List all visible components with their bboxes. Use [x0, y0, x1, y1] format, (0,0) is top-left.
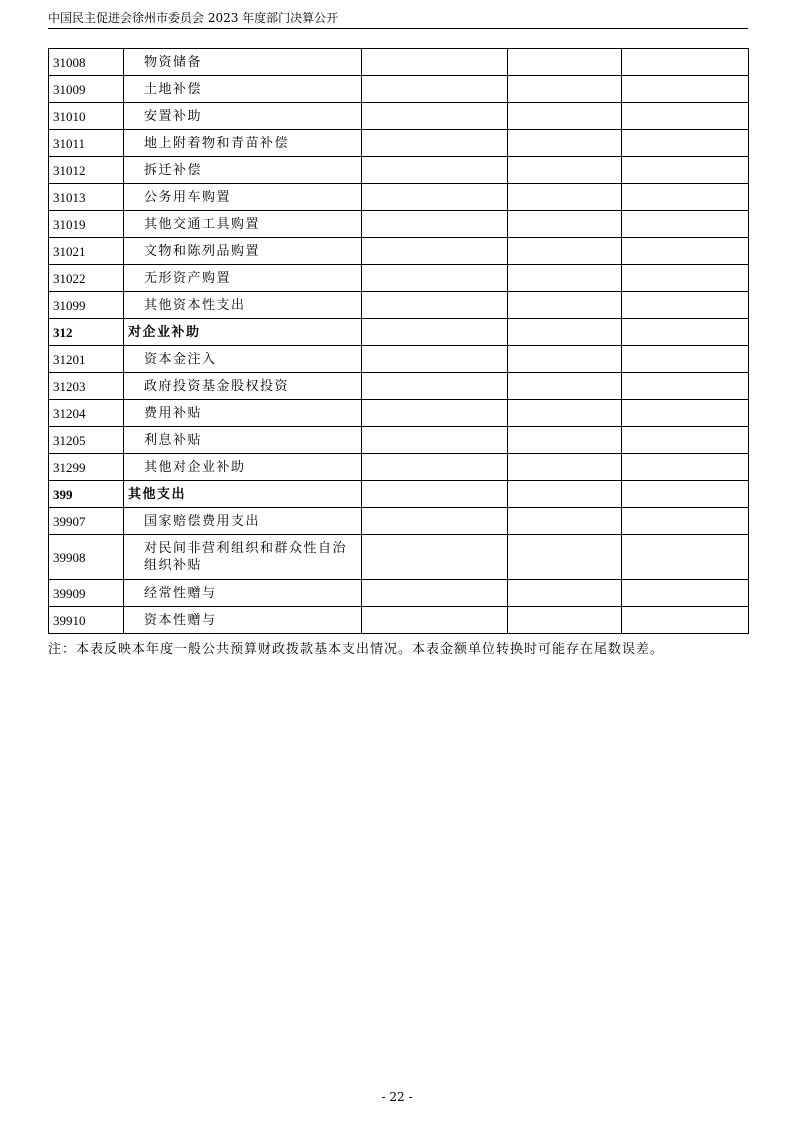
table-row [49, 157, 749, 184]
account-name-cell: 政府投资基金股权投资 [124, 373, 362, 400]
amount-cell [362, 427, 508, 454]
amount-cell [622, 238, 749, 265]
amount-cell [362, 184, 508, 211]
account-name-cell: 土地补偿 [124, 76, 362, 103]
account-code-cell: 31299 [49, 454, 124, 481]
amount-cell [622, 346, 749, 373]
table-row [49, 292, 749, 319]
amount-cell [622, 184, 749, 211]
amount-cell [362, 49, 508, 76]
amount-cell [622, 400, 749, 427]
amount-cell [508, 103, 622, 130]
amount-cell [508, 346, 622, 373]
account-code-cell: 31022 [49, 265, 124, 292]
table-row [49, 103, 749, 130]
account-code-cell: 39908 [49, 535, 124, 580]
table-row [49, 373, 749, 400]
table-note: 注：本表反映本年度一般公共预算财政拨款基本支出情况。本表金额单位转换时可能存在尾数误差。 [48, 642, 665, 657]
table-row [49, 211, 749, 238]
account-code-cell: 31010 [49, 103, 124, 130]
page-header: 中国民主促进会徐州市委员会 2023 年度部门决算公开 [48, 10, 748, 29]
account-code-cell: 312 [49, 319, 124, 346]
account-code-cell: 31011 [49, 130, 124, 157]
account-code-cell: 31205 [49, 427, 124, 454]
table-row [49, 535, 749, 580]
amount-cell [508, 400, 622, 427]
amount-cell [508, 157, 622, 184]
amount-cell [508, 607, 622, 634]
amount-cell [362, 346, 508, 373]
amount-cell [622, 49, 749, 76]
account-code-cell: 31204 [49, 400, 124, 427]
amount-cell [362, 454, 508, 481]
account-code-cell: 31019 [49, 211, 124, 238]
table-row [49, 427, 749, 454]
amount-cell [362, 211, 508, 238]
amount-cell [622, 427, 749, 454]
account-name-cell: 其他对企业补助 [124, 454, 362, 481]
account-code-cell: 31021 [49, 238, 124, 265]
account-name-cell: 文物和陈列品购置 [124, 238, 362, 265]
table-row [49, 319, 749, 346]
account-name-cell: 其他交通工具购置 [124, 211, 362, 238]
account-code-cell: 31203 [49, 373, 124, 400]
amount-cell [622, 508, 749, 535]
account-name-cell: 利息补贴 [124, 427, 362, 454]
amount-cell [508, 265, 622, 292]
amount-cell [508, 184, 622, 211]
amount-cell [622, 535, 749, 580]
account-code-cell: 39909 [49, 580, 124, 607]
account-name-cell: 对民间非营利组织和群众性自治组织补贴 [124, 535, 362, 580]
amount-cell [622, 76, 749, 103]
account-name-cell: 地上附着物和青苗补偿 [124, 130, 362, 157]
amount-cell [508, 49, 622, 76]
account-code-cell: 31201 [49, 346, 124, 373]
amount-cell [362, 76, 508, 103]
table-row [49, 481, 749, 508]
amount-cell [362, 508, 508, 535]
account-name-cell: 国家赔偿费用支出 [124, 508, 362, 535]
amount-cell [362, 481, 508, 508]
account-code-cell: 31008 [49, 49, 124, 76]
table-row [49, 238, 749, 265]
amount-cell [362, 535, 508, 580]
table-row [49, 400, 749, 427]
account-code-cell: 399 [49, 481, 124, 508]
amount-cell [622, 130, 749, 157]
amount-cell [622, 481, 749, 508]
amount-cell [622, 607, 749, 634]
account-name-cell: 其他资本性支出 [124, 292, 362, 319]
amount-cell [508, 508, 622, 535]
amount-cell [622, 103, 749, 130]
amount-cell [622, 580, 749, 607]
account-name-cell: 安置补助 [124, 103, 362, 130]
account-name-cell: 费用补贴 [124, 400, 362, 427]
amount-cell [508, 211, 622, 238]
table-row [49, 49, 749, 76]
amount-cell [622, 454, 749, 481]
amount-cell [622, 157, 749, 184]
expenditure-table [48, 48, 749, 634]
account-name-cell: 物资储备 [124, 49, 362, 76]
account-code-cell: 39907 [49, 508, 124, 535]
amount-cell [362, 130, 508, 157]
account-name-cell: 无形资产购置 [124, 265, 362, 292]
account-name-cell: 其他支出 [124, 481, 362, 508]
account-code-cell: 31012 [49, 157, 124, 184]
account-name-cell: 对企业补助 [124, 319, 362, 346]
amount-cell [508, 427, 622, 454]
account-name-cell: 资本性赠与 [124, 607, 362, 634]
amount-cell [508, 319, 622, 346]
amount-cell [508, 292, 622, 319]
amount-cell [622, 211, 749, 238]
table-body [49, 49, 749, 634]
amount-cell [362, 607, 508, 634]
account-name-cell: 拆迁补偿 [124, 157, 362, 184]
account-name-cell: 资本金注入 [124, 346, 362, 373]
amount-cell [362, 292, 508, 319]
account-code-cell: 31099 [49, 292, 124, 319]
amount-cell [622, 319, 749, 346]
amount-cell [508, 535, 622, 580]
table-row [49, 580, 749, 607]
table-row [49, 508, 749, 535]
table-row [49, 346, 749, 373]
amount-cell [622, 265, 749, 292]
amount-cell [362, 103, 508, 130]
page-number: - 22 - [381, 1090, 413, 1104]
amount-cell [362, 580, 508, 607]
amount-cell [508, 76, 622, 103]
table-row [49, 607, 749, 634]
amount-cell [508, 454, 622, 481]
table-row [49, 184, 749, 211]
amount-cell [362, 238, 508, 265]
amount-cell [508, 130, 622, 157]
amount-cell [362, 157, 508, 184]
table-row [49, 265, 749, 292]
amount-cell [622, 292, 749, 319]
amount-cell [508, 373, 622, 400]
amount-cell [508, 238, 622, 265]
amount-cell [508, 481, 622, 508]
table-row [49, 454, 749, 481]
account-code-cell: 31009 [49, 76, 124, 103]
amount-cell [362, 265, 508, 292]
account-code-cell: 31013 [49, 184, 124, 211]
table-row [49, 130, 749, 157]
account-name-cell: 经常性赠与 [124, 580, 362, 607]
amount-cell [362, 373, 508, 400]
amount-cell [508, 580, 622, 607]
amount-cell [362, 319, 508, 346]
amount-cell [622, 373, 749, 400]
table-row [49, 76, 749, 103]
account-code-cell: 39910 [49, 607, 124, 634]
amount-cell [362, 400, 508, 427]
account-name-cell: 公务用车购置 [124, 184, 362, 211]
